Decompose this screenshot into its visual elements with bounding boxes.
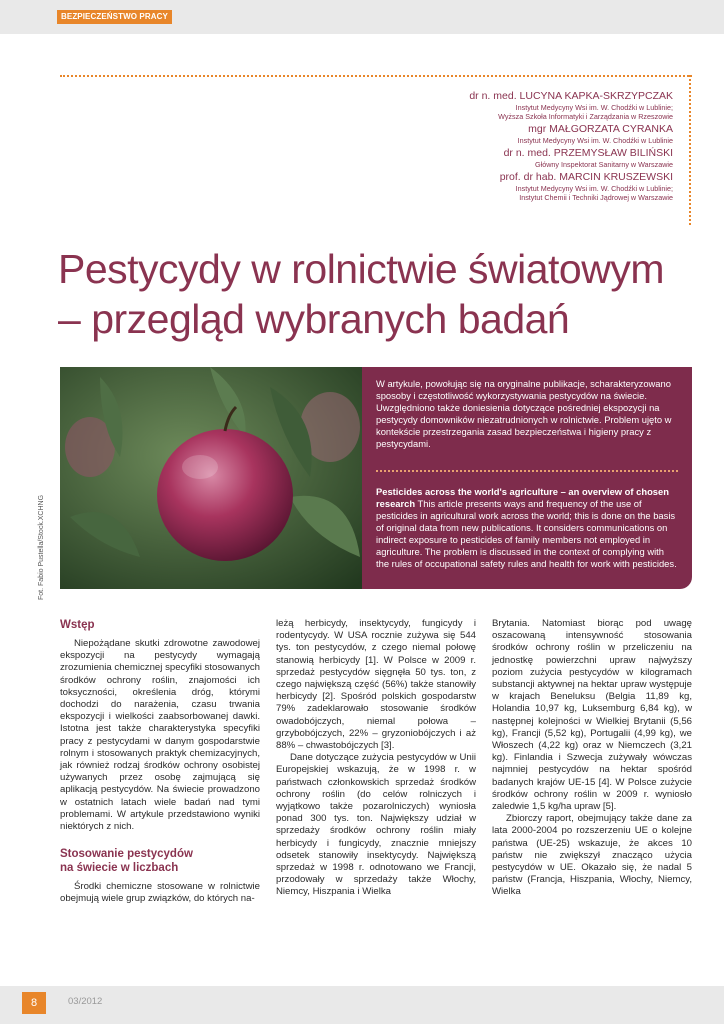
- issue-number: 03/2012: [68, 996, 103, 1007]
- abstract-box: [362, 367, 692, 589]
- photo-credit: [38, 494, 50, 700]
- heading-line: na świecie w liczbach: [60, 862, 179, 875]
- heading-line: Stosowanie pestycydów: [60, 848, 193, 861]
- abstract-english-title: Pesticides across the world's agriculture – an overview of chosen research: [376, 486, 669, 509]
- author-affiliation: Instytut Medycyny Wsi im. W. Chodźki w Lublinie;: [515, 184, 673, 193]
- apple-photo: [60, 367, 372, 589]
- section-tab: BEZPIECZEŃSTWO PRACY: [57, 10, 172, 24]
- author-name: mgr MAŁGORZATA CYRANKA: [528, 123, 673, 135]
- author-affiliation: Instytut Chemii i Techniki Jądrowej w Warszawie: [519, 193, 673, 202]
- author-list: [333, 88, 673, 202]
- column-1: [60, 618, 260, 906]
- photo-credit-text: Fot. Fabio Pustella/Stock.XCHNG: [38, 494, 45, 600]
- page-number: 8: [22, 992, 46, 1014]
- paragraph: Dane dotyczące zużycia pestycydów w Unii Europejskiej wskazują, że w 1998 r. w państwach członkowskich sprzedaż środków ochrony roślin (do celów rolniczych i wyjątkowo także pozarolniczych) wyniosła ponad 300 tys. ton. Największy udział w sprzedaży środków ochrony roślin miały herbicydy i fungicydy, znacznie mniejszy odsetek stanowiły insektycydy. Największą sprzedaż w 1998 r. odnotowano we Francji, przodowały w sprzedaży także Włochy, Niemcy, Hiszpania i Wielka: [276, 752, 476, 898]
- paragraph: Środki chemiczne stosowane w rolnictwie obejmują wiele grup związków, do których na-: [60, 881, 260, 905]
- paragraph: Niepożądane skutki zdrowotne zawodowej ekspozycji na pestycydy wymagają zrozumienia chemicznej specyfiki stosowanych środków ochrony roślin, znajomości ich toksyczności, określenia dróg, którymi dochodzi do narażenia, czasu trwania ekspozycji i wielkości zaabsorbowanej dawki. Istotna jest także charakterystyka specyfiki pracy z pestycydami w danym gospodarstwie rolnym i stosowanych praktyk chemizacyjnych, jak również rodzaj środków ochrony osobistej używanych przez osobę zajmującą się aplikacją pestycydów. Na świecie prowadzono w ostatnich latach wiele badań nad tymi problemami. W artykule przedstawiono wyniki niektórych z nich.: [60, 638, 260, 833]
- abstract-divider: [376, 470, 678, 472]
- section-heading-usage: [60, 847, 260, 875]
- author-name: dr n. med. PRZEMYSŁAW BILIŃSKI: [503, 147, 673, 159]
- author-top-divider: [60, 75, 692, 77]
- author-name: dr n. med. LUCYNA KAPKA-SKRZYPCZAK: [469, 90, 673, 102]
- footer-bar: [0, 986, 724, 1024]
- abstract-english-text: This article presents ways and frequency of the use of pesticides in agricultural work across the world; this is done on the basis of original data from new publications. It considers communications on indirect exposure to pesticides of family members not employed in agriculture. The problem is discussed in the context of complying with the rules of occupational safety rules and health for work with pesticides.: [376, 498, 677, 569]
- column-3: [492, 618, 692, 899]
- section-heading-intro: Wstęp: [60, 619, 95, 631]
- paragraph: Brytania. Natomiast biorąc pod uwagę oszacowaną intensywność stosowania środków ochrony roślin w przeliczeniu na jednostkę powierzchni upraw najwyższy poziom zużycia pestycydów w kilogramach substancji aktywnej na hektar upraw występuje w krajach Beneluksu (Belgia 11,89 kg, Holandia 10,97 kg, Luksemburg 6,84 kg), w następnej kolejności w Wielkiej Brytanii (5,56 kg), Francji (5,52 kg), Portugalii (4,99 kg), we Włoszech (4,22 kg) oraz w Niemczech (3,21 kg). Finlandia i Szwecja zużywały wówczas najmniej pestycydów na hektar spośród badanych krajów UE-15 [4]. W Polsce zużycie środków ochrony roślin w 2009 r. wyniosło zaledwie 1,5 kg/ha upraw [5].: [492, 618, 692, 813]
- abstract-polish: W artykule, powołując się na oryginalne publikacje, scharakteryzowano sposoby i częstotliwość wykorzystywania pestycydów na świecie. Uwzględniono także doniesienia dotyczące pośredniej ekspozycji na pestycydy domowników niezatrudnionych w rolnictwie. Problem ujęto w kontekście przestrzegania zasad bezpieczeństwa i higieny pracy z pestycydami.: [376, 378, 672, 449]
- article-title: [58, 244, 698, 344]
- column-2: [276, 618, 476, 899]
- author-affiliation: Wyższa Szkoła Informatyki i Zarządzania w Rzeszowie: [498, 112, 673, 121]
- author-affiliation: Instytut Medycyny Wsi im. W. Chodźki w Lublinie: [517, 136, 673, 145]
- paragraph: Zbiorczy raport, obejmujący także dane za lata 2000-2004 po rozszerzeniu UE o kolejne państwa (UE-25) wskazuje, że akces 10 państw nie zwiększył znacząco użycia pestycydów w UE. Okazało się, że nadal 5 państw (Francja, Hiszpania, Włochy, Niemcy, Wielka: [492, 813, 692, 898]
- title-line-1: Pestycydy w rolnictwie światowym: [58, 246, 664, 292]
- abstract-english: [376, 486, 678, 570]
- paragraph: leżą herbicydy, insektycydy, fungicydy i rodentycydy. W USA rocznie zużywa się 544 tys. ton pestycydów, z czego niemal połowę stanowią herbicydy [1]. W Polsce w 2009 r. sprzedaż pestycydów sięgnęła 50 tys. ton, z czego największą część (56%) także stanowiły herbicydy [2]. Spośród polskich gospodarstw 79% zadeklarowało stosowanie środków owadobójczych, niemal połowa – grzybobójczych, 22% – gryzoniobójczych i aż 88% – chwastobójczych [3].: [276, 618, 476, 752]
- author-name: prof. dr hab. MARCIN KRUSZEWSKI: [499, 171, 673, 183]
- author-affiliation: Instytut Medycyny Wsi im. W. Chodźki w Lublinie;: [515, 103, 673, 112]
- author-right-divider: [689, 75, 691, 225]
- author-affiliation: Główny Inspektorat Sanitarny w Warszawie: [535, 160, 673, 169]
- title-line-2: – przegląd wybranych badań: [58, 296, 570, 342]
- top-bar: [0, 0, 724, 34]
- apple-illustration: [60, 367, 372, 589]
